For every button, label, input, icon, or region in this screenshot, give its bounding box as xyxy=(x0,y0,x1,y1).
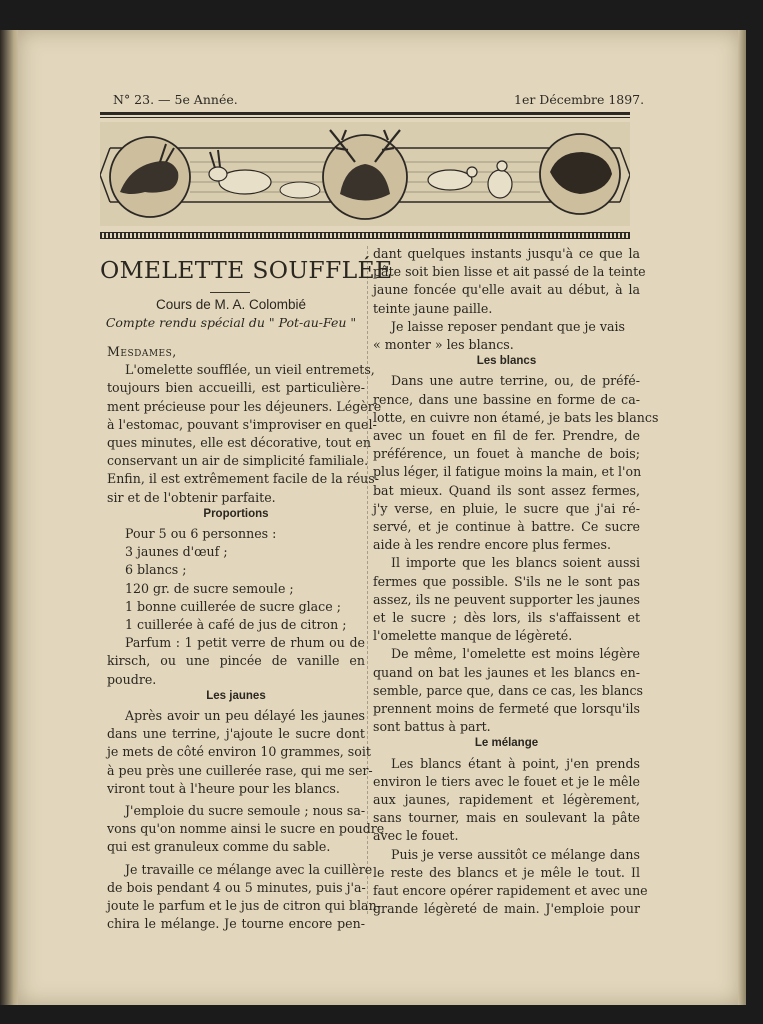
text-line: 6 blancs ; xyxy=(125,562,187,578)
text-line: sir et de l'obtenir parfaite. xyxy=(107,489,276,505)
boar-head-icon xyxy=(540,134,620,214)
text-line: toujours bien accueilli, est particulière- xyxy=(107,380,365,396)
text-line: dant quelques instants jusqu'à ce que la xyxy=(373,246,640,261)
text-line: chira le mélange. Je tourne encore pen- xyxy=(107,916,365,932)
game-vignette-banner xyxy=(100,122,630,226)
text-line: 120 gr. de sucre semoule ; xyxy=(125,580,294,596)
text-line: vons qu'on nomme ainsi le sucre en poudre xyxy=(107,821,385,837)
text-line: avec un fouet en fil de fer. Prendre, de xyxy=(373,428,640,443)
text-line: Je laisse reposer pendant que je vais xyxy=(391,318,625,334)
text-line: Pour 5 ou 6 personnes : xyxy=(125,526,277,541)
text-line: à peu près une cuillerée rase, qui me ser- xyxy=(107,762,373,778)
text-line: je mets de côté environ 10 grammes, soit xyxy=(107,744,371,760)
decorative-rule xyxy=(100,232,630,239)
text-line: assez, ils ne peuvent supporter les jaunes xyxy=(373,591,640,607)
text-line: de bois pendant 4 ou 5 minutes, puis j'a- xyxy=(107,879,366,895)
deer-head-icon xyxy=(110,137,190,217)
text-line: environ le tiers avec le fouet et je le mêle xyxy=(373,773,640,789)
text-line: viront tout à l'heure pour les blancs. xyxy=(107,780,340,796)
header-rule xyxy=(100,112,630,115)
text-line: Dans une autre terrine, ou, de préfé- xyxy=(391,373,640,389)
section-heading: Proportions xyxy=(203,507,269,520)
header-rule-thin xyxy=(100,117,630,118)
book-spine xyxy=(0,30,20,1005)
text-line: L'omelette soufflée, un vieil entremets, xyxy=(125,362,375,378)
text-line: aux jaunes, rapidement et légèrement, xyxy=(373,792,640,807)
text-line: 3 jaunes d'œuf ; xyxy=(125,544,228,560)
text-line: Parfum : 1 petit verre de rhum ou de xyxy=(125,635,365,651)
text-line: Puis je verse aussitôt ce mélange dans xyxy=(391,846,640,862)
text-line: rence, dans une bassine en forme de ca- xyxy=(373,391,640,407)
text-line: fermes que possible. S'ils ne le sont pas xyxy=(373,573,640,589)
text-line: Enfin, il est extrêmement facile de la réus- xyxy=(107,471,380,487)
column-divider xyxy=(367,246,369,914)
text-line: préférence, un fouet à manche de bois; xyxy=(373,446,640,462)
text-line: j'y verse, en pluie, le sucre que j'ai ré- xyxy=(373,500,640,516)
text-line: ques minutes, elle est décorative, tout en xyxy=(107,435,371,450)
text-line: semble, parce que, dans ce cas, les blancs xyxy=(373,682,643,698)
text-line: grande légèreté de main. J'emploie pour xyxy=(373,901,640,917)
text-line: poudre. xyxy=(107,671,157,687)
text-line: De même, l'omelette est moins légère xyxy=(391,646,640,662)
text-line: faut encore opérer rapidement et avec une xyxy=(373,883,648,898)
text-line: J'emploie du sucre semoule ; nous sa- xyxy=(125,803,366,818)
text-line: Après avoir un peu délayé les jaunes xyxy=(125,708,365,723)
text-line: joute le parfum et le jus de citron qui blan- xyxy=(107,898,381,913)
text-line: sont battus à part. xyxy=(373,719,491,735)
section-heading: Le mélange xyxy=(474,737,539,750)
text-line: avec le fouet. xyxy=(373,828,459,844)
text-line: Il importe que les blancs soient aussi xyxy=(391,555,640,571)
text-line: plus léger, il fatigue moins la main, et l'on xyxy=(373,464,642,480)
text-line: « monter » les blancs. xyxy=(373,337,514,352)
text-line: bat mieux. Quand ils sont assez fermes, xyxy=(373,482,640,498)
text-line: Je travaille ce mélange avec la cuillère xyxy=(125,861,373,877)
text-line: prennent moins de fermeté que lorsqu'ils xyxy=(373,701,640,716)
issue-number: N° 23. — 5e Année. xyxy=(113,92,238,107)
text-line: quand on bat les jaunes et les blancs en- xyxy=(373,664,640,680)
article-title: OMELETTE SOUFFLÉE xyxy=(100,256,393,284)
text-line: teinte jaune paille. xyxy=(373,300,493,316)
text-line: à l'estomac, pouvant s'improviser en quel- xyxy=(107,416,377,432)
article-subline: Compte rendu spécial du " Pot-au-Feu " xyxy=(105,315,357,330)
page-edge xyxy=(738,30,746,1005)
text-line: 1 bonne cuillerée de sucre glace ; xyxy=(125,598,341,614)
text-line: l'omelette manque de légèreté. xyxy=(373,628,573,644)
text-line: qui est granuleux comme du sable. xyxy=(107,839,331,855)
salutation: Mesdames, xyxy=(107,344,177,359)
text-line: kirsch, ou une pincée de vanille en xyxy=(107,653,365,669)
title-rule xyxy=(210,292,250,293)
text-line: pâte soit bien lisse et ait passé de la teinte xyxy=(373,264,646,280)
text-line: aide à les rendre encore plus fermes. xyxy=(373,537,611,553)
section-heading: Les jaunes xyxy=(206,689,266,702)
text-line: lotte, en cuivre non étamé, je bats les blancs xyxy=(373,409,659,425)
text-line: conservant un air de simplicité familiale. xyxy=(107,453,369,469)
text-line: Les blancs étant à point, j'en prends xyxy=(391,755,640,771)
text-line: dans une terrine, j'ajoute le sucre dont xyxy=(107,726,365,742)
article-byline: Cours de M. A. Colombié xyxy=(155,297,307,312)
text-line: et le sucre ; dès lors, ils s'affaissent et xyxy=(373,610,640,625)
text-line: jaune foncée qu'elle avait au début, à la xyxy=(373,282,640,298)
text-line: ment précieuse pour les déjeuners. Légère xyxy=(107,398,382,414)
text-line: servé, et je continue à battre. Ce sucre xyxy=(373,519,640,534)
issue-date: 1er Décembre 1897. xyxy=(514,92,645,107)
text-line: le reste des blancs et je mêle le tout. Il xyxy=(373,864,640,880)
text-line: sans tourner, mais en soulevant la pâte xyxy=(373,810,640,826)
text-line: 1 cuillerée à café de jus de citron ; xyxy=(125,617,347,632)
section-heading: Les blancs xyxy=(476,355,537,368)
